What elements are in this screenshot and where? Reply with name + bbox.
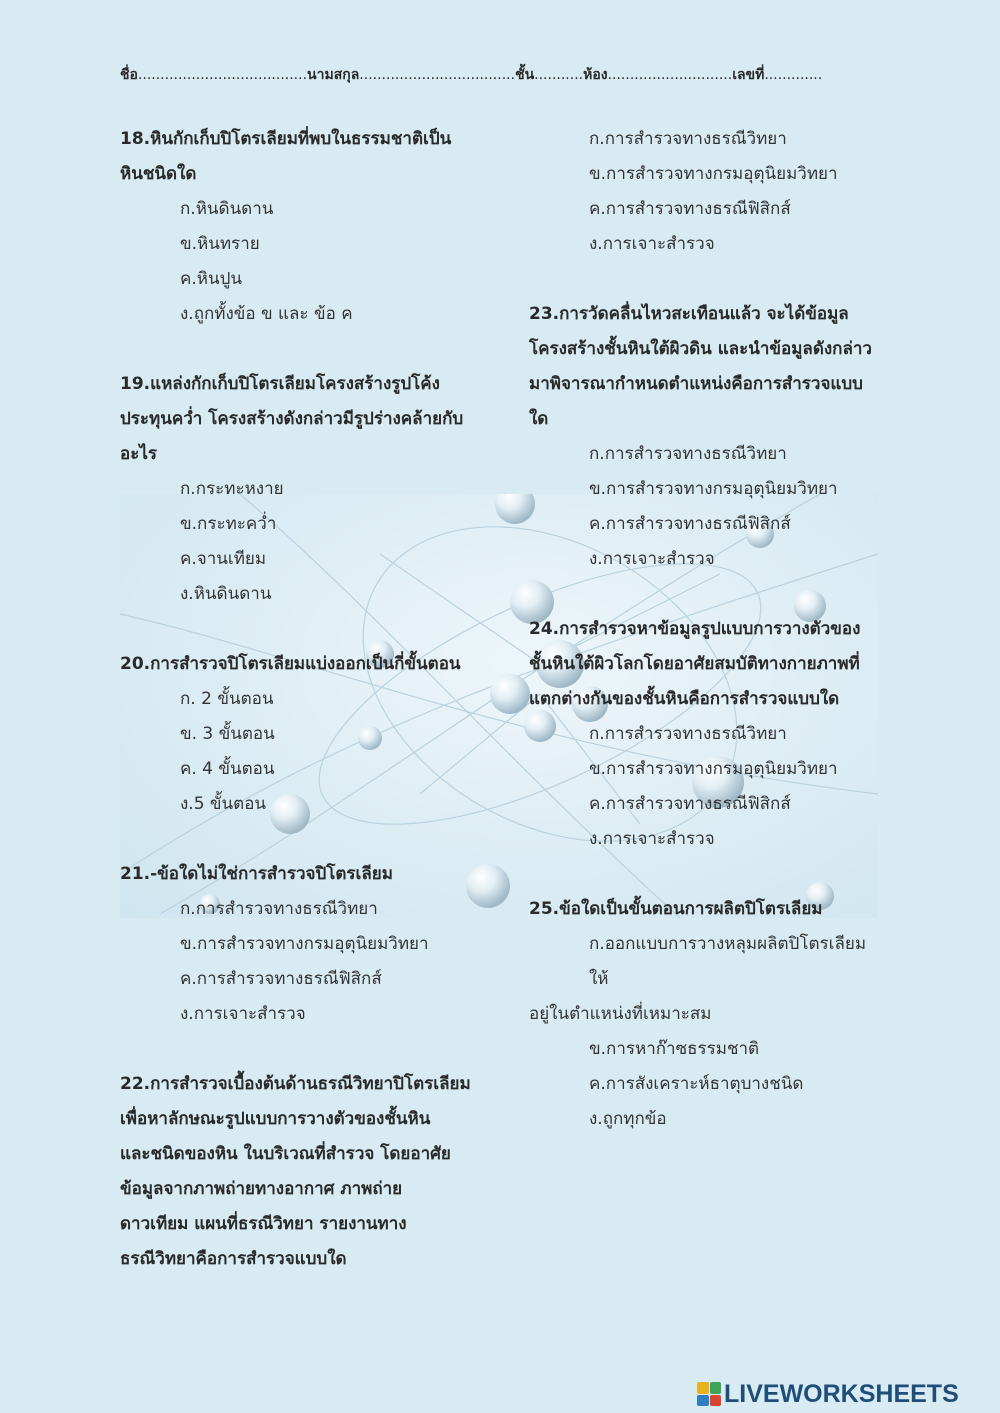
name-label: ชื่อ bbox=[120, 67, 138, 83]
answer-option[interactable]: ก.การสำรวจทางธรณีวิทยา bbox=[589, 129, 787, 149]
question-21 bbox=[120, 857, 480, 1032]
answer-option[interactable]: ข.การสำรวจทางกรมอุตุนิยมวิทยา bbox=[589, 164, 838, 184]
answer-option[interactable]: ก. 2 ขั้นตอน bbox=[180, 689, 274, 709]
number-field[interactable]: ............. bbox=[764, 67, 823, 83]
answer-option-line: อยู่ในตำแหน่งที่เหมาะสม bbox=[529, 1004, 712, 1024]
question-text: 25.ข้อใดเป็นขั้นตอนการผลิตปิโตรเลียม bbox=[529, 899, 823, 919]
answer-option[interactable]: ข.การสำรวจทางกรมอุตุนิยมวิทยา bbox=[589, 479, 838, 499]
question-18 bbox=[120, 122, 480, 332]
answer-option[interactable]: ค.การสังเคราะห์ธาตุบางชนิด bbox=[589, 1074, 804, 1094]
question-text: 18.หินกักเก็บปิโตรเลียมที่พบในธรรมชาติเป็น bbox=[120, 129, 452, 149]
left-column bbox=[120, 122, 480, 1277]
answer-option[interactable]: ข.การสำรวจทางกรมอุตุนิยมวิทยา bbox=[180, 934, 429, 954]
question-text: ใด bbox=[529, 409, 549, 429]
question-text: ข้อมูลจากภาพถ่ายทางอากาศ ภาพถ่าย bbox=[120, 1179, 403, 1199]
class-field[interactable]: ........... bbox=[534, 67, 584, 83]
question-22 bbox=[120, 1067, 480, 1277]
right-column bbox=[529, 122, 881, 1137]
answer-option[interactable]: ค. 4 ขั้นตอน bbox=[180, 759, 275, 779]
answer-option[interactable]: ค.การสำรวจทางธรณีฟิสิกส์ bbox=[589, 514, 791, 534]
class-label: ชั้น bbox=[515, 67, 535, 83]
answer-option[interactable]: ง.การเจาะสำรวจ bbox=[180, 1004, 306, 1024]
room-field[interactable]: ............................ bbox=[607, 67, 733, 83]
question-text: อะไร bbox=[120, 444, 158, 464]
question-text: หินชนิดใด bbox=[120, 164, 197, 184]
answer-option[interactable]: ข. 3 ขั้นตอน bbox=[180, 724, 275, 744]
question-text: มาพิจารณากำหนดตำแหน่งคือการสำรวจแบบ bbox=[529, 374, 863, 394]
answer-option[interactable]: ง.ถูกทั้งข้อ ข และ ข้อ ค bbox=[180, 304, 353, 324]
question-text: ดาวเทียม แผนที่ธรณีวิทยา รายงานทาง bbox=[120, 1214, 407, 1234]
question-text: แตกต่างกันของชั้นหินคือการสำรวจแบบใด bbox=[529, 689, 840, 709]
answer-option[interactable]: ก.การสำรวจทางธรณีวิทยา bbox=[589, 724, 787, 744]
question-text: 19.แหล่งกักเก็บปิโตรเลียมโครงสร้างรูปโค้ง bbox=[120, 374, 440, 394]
answer-option[interactable]: ค.การสำรวจทางธรณีฟิสิกส์ bbox=[180, 969, 382, 989]
answer-option[interactable]: ง.ถูกทุกข้อ bbox=[589, 1109, 667, 1129]
question-text: 22.การสำรวจเบื้องต้นด้านธรณีวิทยาปิโตรเลียม bbox=[120, 1074, 471, 1094]
question-text: 24.การสำรวจหาข้อมูลรูปแบบการวางตัวของ bbox=[529, 619, 861, 639]
question-text: และชนิดของหิน ในบริเวณที่สำรวจ โดยอาศัย bbox=[120, 1144, 451, 1164]
student-info-header bbox=[120, 64, 880, 86]
answer-option[interactable]: ค.จานเทียม bbox=[180, 549, 267, 569]
question-text: เพื่อหาลักษณะรูปแบบการวางตัวของชั้นหิน bbox=[120, 1109, 431, 1129]
question-24 bbox=[529, 612, 881, 857]
question-text: โครงสร้างชั้นหินใต้ผิวดิน และนำข้อมูลดังกล่าว bbox=[529, 339, 872, 359]
answer-option[interactable]: ข.หินทราย bbox=[180, 234, 260, 254]
number-label: เลขที่ bbox=[732, 67, 765, 83]
question-text: 20.การสำรวจปิโตรเลียมแบ่งออกเป็นกี่ขั้นตอน bbox=[120, 654, 461, 674]
question-25 bbox=[529, 892, 881, 1137]
answer-option[interactable]: ง.การเจาะสำรวจ bbox=[589, 829, 715, 849]
surname-label: นามสกุล bbox=[307, 67, 360, 83]
answer-option[interactable]: ก.หินดินดาน bbox=[180, 199, 274, 219]
logo-text: LIVEWORKSHEETS bbox=[724, 1379, 959, 1408]
name-field[interactable]: ...................................... bbox=[137, 67, 308, 83]
answer-option[interactable]: ง.การเจาะสำรวจ bbox=[589, 549, 715, 569]
question-text: ธรณีวิทยาคือการสำรวจแบบใด bbox=[120, 1249, 347, 1269]
liveworksheets-grid-icon bbox=[697, 1382, 721, 1406]
answer-option[interactable]: ก.การสำรวจทางธรณีวิทยา bbox=[589, 444, 787, 464]
answer-option[interactable] bbox=[529, 927, 881, 1032]
answer-option[interactable]: ข.การหาก๊าซธรรมชาติ bbox=[589, 1039, 760, 1059]
question-text: 21.-ข้อใดไม่ใช่การสำรวจปิโตรเลียม bbox=[120, 864, 393, 884]
liveworksheets-logo[interactable] bbox=[697, 1379, 959, 1409]
answer-option[interactable]: ก.การสำรวจทางธรณีวิทยา bbox=[180, 899, 378, 919]
question-text: 23.การวัดคลื่นไหวสะเทือนแล้ว จะได้ข้อมูล bbox=[529, 304, 849, 324]
answer-option[interactable]: ค.หินปูน bbox=[180, 269, 243, 289]
surname-field[interactable]: ................................... bbox=[359, 67, 516, 83]
answer-option-line: ก.ออกแบบการวางหลุมผลิตปิโตรเลียมให้ bbox=[589, 934, 867, 989]
answer-option[interactable]: ง.การเจาะสำรวจ bbox=[589, 234, 715, 254]
question-22-options bbox=[529, 122, 881, 262]
question-23 bbox=[529, 297, 881, 577]
answer-option[interactable]: ก.กระทะหงาย bbox=[180, 479, 284, 499]
question-19 bbox=[120, 367, 480, 612]
answer-option[interactable]: ง.หินดินดาน bbox=[180, 584, 272, 604]
question-text: ประทุนคว่ำ โครงสร้างดังกล่าวมีรูปร่างคล้ายกับ bbox=[120, 409, 464, 429]
answer-option[interactable]: ข.กระทะคว่ำ bbox=[180, 514, 277, 534]
room-label: ห้อง bbox=[583, 67, 608, 83]
answer-option[interactable]: ค.การสำรวจทางธรณีฟิสิกส์ bbox=[589, 794, 791, 814]
question-text: ชั้นหินใต้ผิวโลกโดยอาศัยสมบัติทางกายภาพที่ bbox=[529, 654, 860, 674]
answer-option[interactable]: ข.การสำรวจทางกรมอุตุนิยมวิทยา bbox=[589, 759, 838, 779]
answer-option[interactable]: ค.การสำรวจทางธรณีฟิสิกส์ bbox=[589, 199, 791, 219]
question-20 bbox=[120, 647, 480, 822]
answer-option[interactable]: ง.5 ขั้นตอน bbox=[180, 794, 267, 814]
